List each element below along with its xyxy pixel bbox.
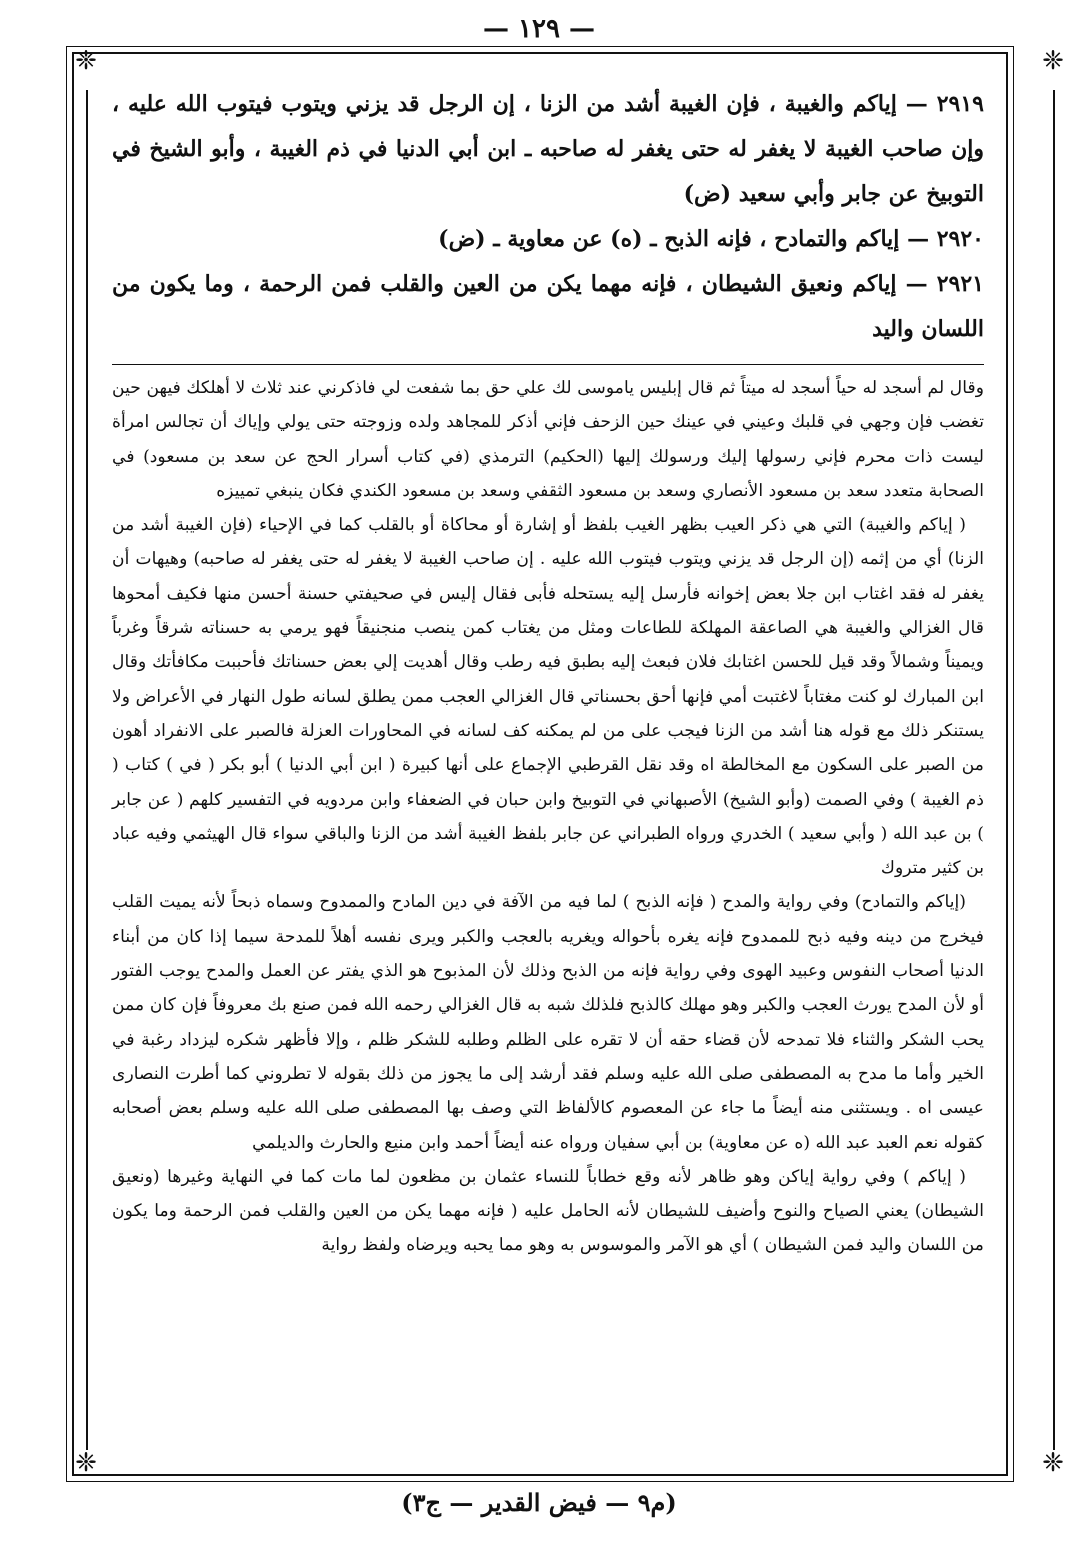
page-footer: (م٩ — فيض القدير — ج٣) <box>401 1488 677 1517</box>
hadith-text: إياكم والتمادح ، فإنه الذبح ـ (ه) عن معاوية ـ (ض) <box>438 226 900 252</box>
hadith-2919: ٢٩١٩ — إياكم والغيبة ، فإن الغيبة أشد من الزنا ، إن الرجل قد يزني ويتوب فيتوب الله عليه ، وإن صاحب الغيبة لا يغفر له حتى يغفر له صاحبه ـ ابن أبي الدنيا في ذم الغيبة ، وأبو الشيخ في التوبيخ عن جابر وأبي سعيد (ض) <box>112 91 984 207</box>
corner-ornament-icon: ❈ <box>75 46 97 76</box>
commentary-paragraph: ( إياكم ) وفي رواية إياكن وهو ظاهر لأنه وقع خطاباً للنساء عثمان بن مظعون لما مات كما في النهاية وغيرها (ونعيق الشيطان) يعني الصياح والنوح وأضيف للشيطان لأنه الحامل عليه ( فإنه مهما يكن من العين والقلب فمن الرحمة وما يكون من اللسان واليد فمن الشيطان ) أي هو الآمر والموسوس به وهو مما يحبه ويرضاه ولفظ رواية <box>112 1166 984 1256</box>
corner-ornament-icon: ❈ <box>75 1448 97 1478</box>
corner-ornament-icon: ❈ <box>1042 46 1064 76</box>
right-border-rule <box>1053 90 1055 1450</box>
hadith-number: ٢٩٢١ <box>936 271 984 297</box>
section-divider <box>112 364 984 365</box>
hadith-section <box>112 82 984 352</box>
page-number: — ١٢٩ — <box>482 14 596 44</box>
hadith-2921: ٢٩٢١ — إياكم ونعيق الشيطان ، فإنه مهما يكن من العين والقلب فمن الرحمة ، وما يكون من اللسان واليد <box>112 271 984 342</box>
hadith-text: إياكم والغيبة ، فإن الغيبة أشد من الزنا ، إن الرجل قد يزني ويتوب فيتوب الله عليه ، وإن صاحب الغيبة لا يغفر له حتى يغفر له صاحبه ـ ابن أبي الدنيا في ذم الغيبة ، وأبو الشيخ في التوبيخ عن جابر وأبي سعيد (ض) <box>112 91 984 207</box>
hadith-number: ٢٩٢٠ <box>936 226 984 252</box>
page-content <box>112 82 984 1263</box>
commentary-section <box>112 371 984 1263</box>
commentary-paragraph: وقال لم أسجد له حياً أسجد له ميتاً ثم قال إبليس ياموسى لك علي حق بما شفعت لي فاذكرني عند ثلاث لا أهلكك فيهن حين تغضب فإن وجهي في قلبك وعيني في عينك حين الزحف فإني أذكر للمجاهد ولده وزوجته حتى يولي وإياك أن تجالس امرأة ليست ذات محرم فإني رسولها إليك ورسولك إليها (الحكيم) الترمذي (في كتاب أسرار الحج عن سعد بن مسعود) في الصحابة متعدد سعد بن مسعود الأنصاري وسعد بن مسعود الثقفي وسعد بن مسعود الكندي فكان ينبغي تمييزه <box>112 378 984 501</box>
hadith-text: إياكم ونعيق الشيطان ، فإنه مهما يكن من العين والقلب فمن الرحمة ، وما يكون من اللسان واليد <box>112 271 984 342</box>
hadith-number: ٢٩١٩ <box>936 91 984 117</box>
left-border-rule <box>86 90 88 1450</box>
commentary-paragraph: (إياكم والتمادح) وفي رواية والمدح ( فإنه الذبح ) لما فيه من الآفة في دين المادح والممدوح وسماه ذبحاً لأنه يميت القلب فيخرج من دينه وفيه ذبح للممدوح فإنه يغره بأحواله ويغريه بالعجب والكبر ويرى نفسه أهلاً للمدحة سيما إذا كان من أبناء الدنيا أصحاب النفوس وعبيد الهوى وفي رواية فإنه من الذبح وذلك لأن المذبوح هو الذي يفتر عن العمل والمدح يوجب الفتور أو لأن المدح يورث العجب والكبر وهو مهلك كالذبح فلذلك شبه به قال الغزالي رحمه الله فمن صنع بك معروفاً فإن كان ممن يحب الشكر والثناء فلا تمدحه لأن قضاء حقه أن لا تقره على الظلم وطلبه للشكر ظلم ، وإلا فأظهر شكره ليزداد رغبة في الخير وأما ما مدح به المصطفى صلى الله عليه وسلم فقد أرشد إلى ما يجوز من ذلك بقوله لا تطروني كما أطرت النصارى عيسى اه . ويستثنى منه أيضاً ما جاء عن المعصوم كالألفاظ التي وصف بها المصطفى صلى الله عليه وسلم بعض أصحابه كقوله نعم العبد عبد الله (ه عن معاوية) بن أبي سفيان ورواه عنه أيضاً أحمد وابن منيع والحارث والديلمي <box>112 892 984 1153</box>
corner-ornament-icon: ❈ <box>1042 1448 1064 1478</box>
hadith-2920: ٢٩٢٠ — إياكم والتمادح ، فإنه الذبح ـ (ه) عن معاوية ـ (ض) <box>438 226 984 252</box>
commentary-paragraph: ( إياكم والغيبة) التي هي ذكر العيب بظهر الغيب بلفظ أو إشارة أو محاكاة أو بالقلب كما في الإحياء (فإن الغيبة أشد من الزنا) أي من إثمه (إن الرجل قد يزني ويتوب فيتوب الله عليه . إن صاحب الغيبة لا يغفر له حتى يغفر له صاحبه) وهيهات أن يغفر له فقد اغتاب ابن جلا بعض إخوانه فأرسل إليه يستحله فأبى فقال إليس في صحيفتي حسنة أحسن منها فكيف أمحوها قال الغزالي والغيبة هي الصاعقة المهلكة للطاعات ومثل من يغتاب كمن ينصب منجنيقاً فهو يرمي به حسناته شرقاً وغرباً ويميناً وشمالاً وقد قيل للحسن اغتابك فلان فبعث إليه بطبق فيه رطب وقال أهديت إلي بعض حسناتك فأحببت مكافأتك وقال ابن المبارك لو كنت مغتاباً لاغتبت أمي فإنها أحق بحسناتي قال الغزالي العجب ممن يطلق لسانه طول النهار في الأعراض ولا يستنكر ذلك مع قوله هنا أشد من الزنا فيجب على من لم يمكنه كف لسانه في المحاورات العزلة فالصبر على الانفراد أهون من الصبر على السكون مع المخالطة اه وقد نقل القرطبي الإجماع على أنها كبيرة ( ابن أبي الدنيا ) أبو بكر ( في ) كتاب ( ذم الغيبة ) وفي الصمت (وأبو الشيخ) الأصبهاني في التوبيخ وابن حبان في الضعفاء وابن مردويه في التفسير كلهم ( عن جابر ) بن عبد الله ( وأبي سعيد ) الخدري ورواه الطبراني عن جابر بلفظ الغيبة أشد من الزنا والباقي سواء قال الهيثمي وفيه عباد بن كثير متروك <box>112 515 984 879</box>
